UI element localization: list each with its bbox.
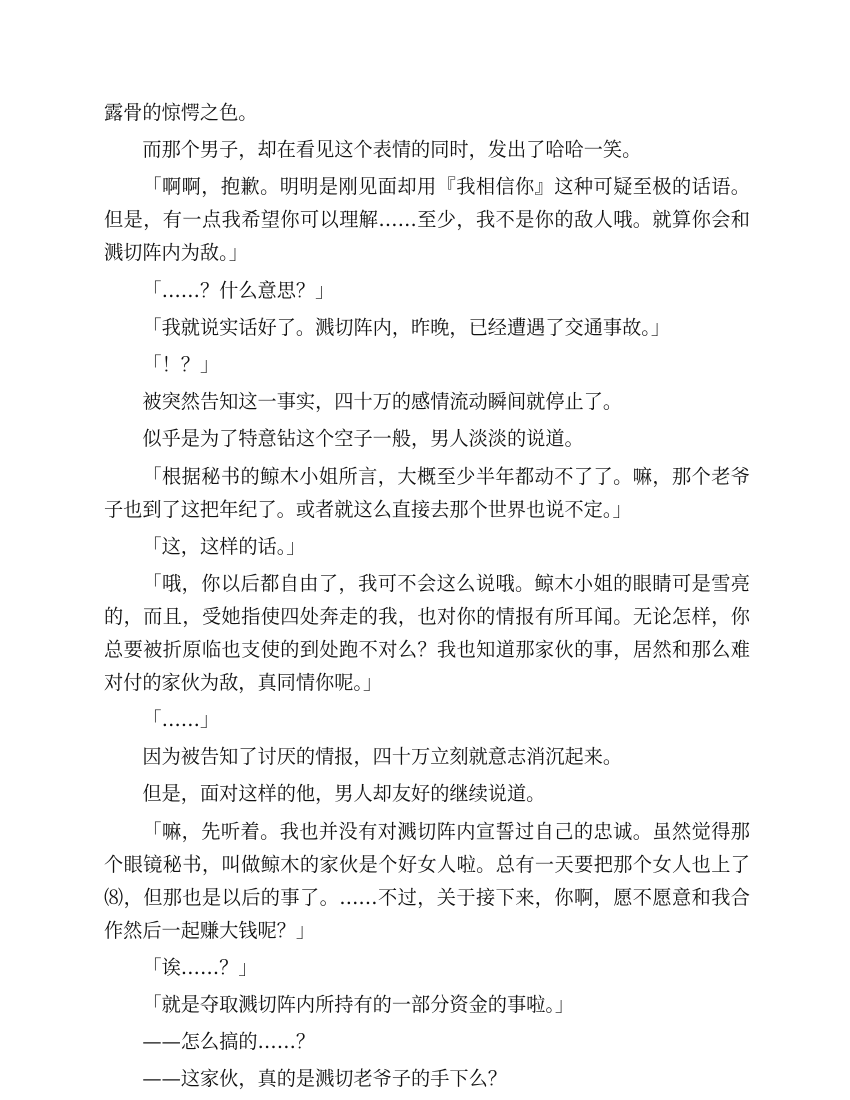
paragraph-1: 露骨的惊愕之色。 bbox=[104, 101, 258, 124]
document-page bbox=[104, 96, 750, 1100]
paragraph-2: 而那个男子，却在看见这个表情的同时，发出了哈哈一笑。 bbox=[142, 138, 642, 162]
paragraph-3: 「啊啊，抱歉。明明是刚见面却用『我相信你』这种可疑至极的话语。但是，有一点我希望你可以理解……至少，我不是你的敌人哦。就算你会和溅切阵内为敌。」 bbox=[104, 175, 750, 265]
paragraph-12: 「……」 bbox=[142, 708, 220, 732]
paragraph-8: 似乎是为了特意钻这个空子一般，男人淡淡的说道。 bbox=[142, 427, 584, 451]
paragraph-5: 「我就说实话好了。溅切阵内，昨晚，已经遭遇了交通事故。」 bbox=[142, 315, 671, 339]
paragraph-16: 「诶……？」 bbox=[142, 955, 258, 979]
paragraph-11: 「哦，你以后都自由了，我可不会这么说哦。鲸木小姐的眼睛可是雪亮的，而且，受她指使四处奔走的我，也对你的情报有所耳闻。无论怎样，你总要被折原临也支使的到处跑不对么？我也知道那家伙的事，居然和那么难对付的家伙为敌，真同情你呢。」 bbox=[104, 571, 750, 694]
paragraph-19: ——这家伙，真的是溅切老爷子的手下么？ bbox=[142, 1067, 507, 1091]
paragraph-9: 「根据秘书的鲸木小姐所言，大概至少半年都动不了了。嘛，那个老爷子也到了这把年纪了。或者就这么直接去那个世界也说不定。」 bbox=[104, 464, 750, 521]
paragraph-14: 但是，面对这样的他，男人却友好的继续说道。 bbox=[142, 782, 546, 806]
paragraph-17: 「就是夺取溅切阵内所持有的一部分资金的事啦。」 bbox=[142, 993, 575, 1016]
paragraph-15: 「嘛，先听着。我也并没有对溅切阵内宣誓过自己的忠诚。虽然觉得那个眼镜秘书，叫做鲸木的家伙是个好女人啦。总有一天要把那个女人也上了⑻，但那也是以后的事了。……不过，关于接下来，你啊，愿不愿意和我合作然后一起赚大钱呢？」 bbox=[104, 819, 750, 942]
paragraph-7: 被突然告知这一事实，四十万的感情流动瞬间就停止了。 bbox=[142, 390, 623, 414]
paragraph-18: ——怎么搞的……？ bbox=[142, 1030, 316, 1054]
paragraph-10: 「这，这样的话。」 bbox=[142, 534, 306, 558]
paragraph-6: 「！？」 bbox=[142, 352, 220, 376]
paragraph-4: 「……？什么意思？」 bbox=[142, 278, 335, 302]
paragraph-13: 因为被告知了讨厌的情报，四十万立刻就意志消沉起来。 bbox=[142, 745, 623, 769]
